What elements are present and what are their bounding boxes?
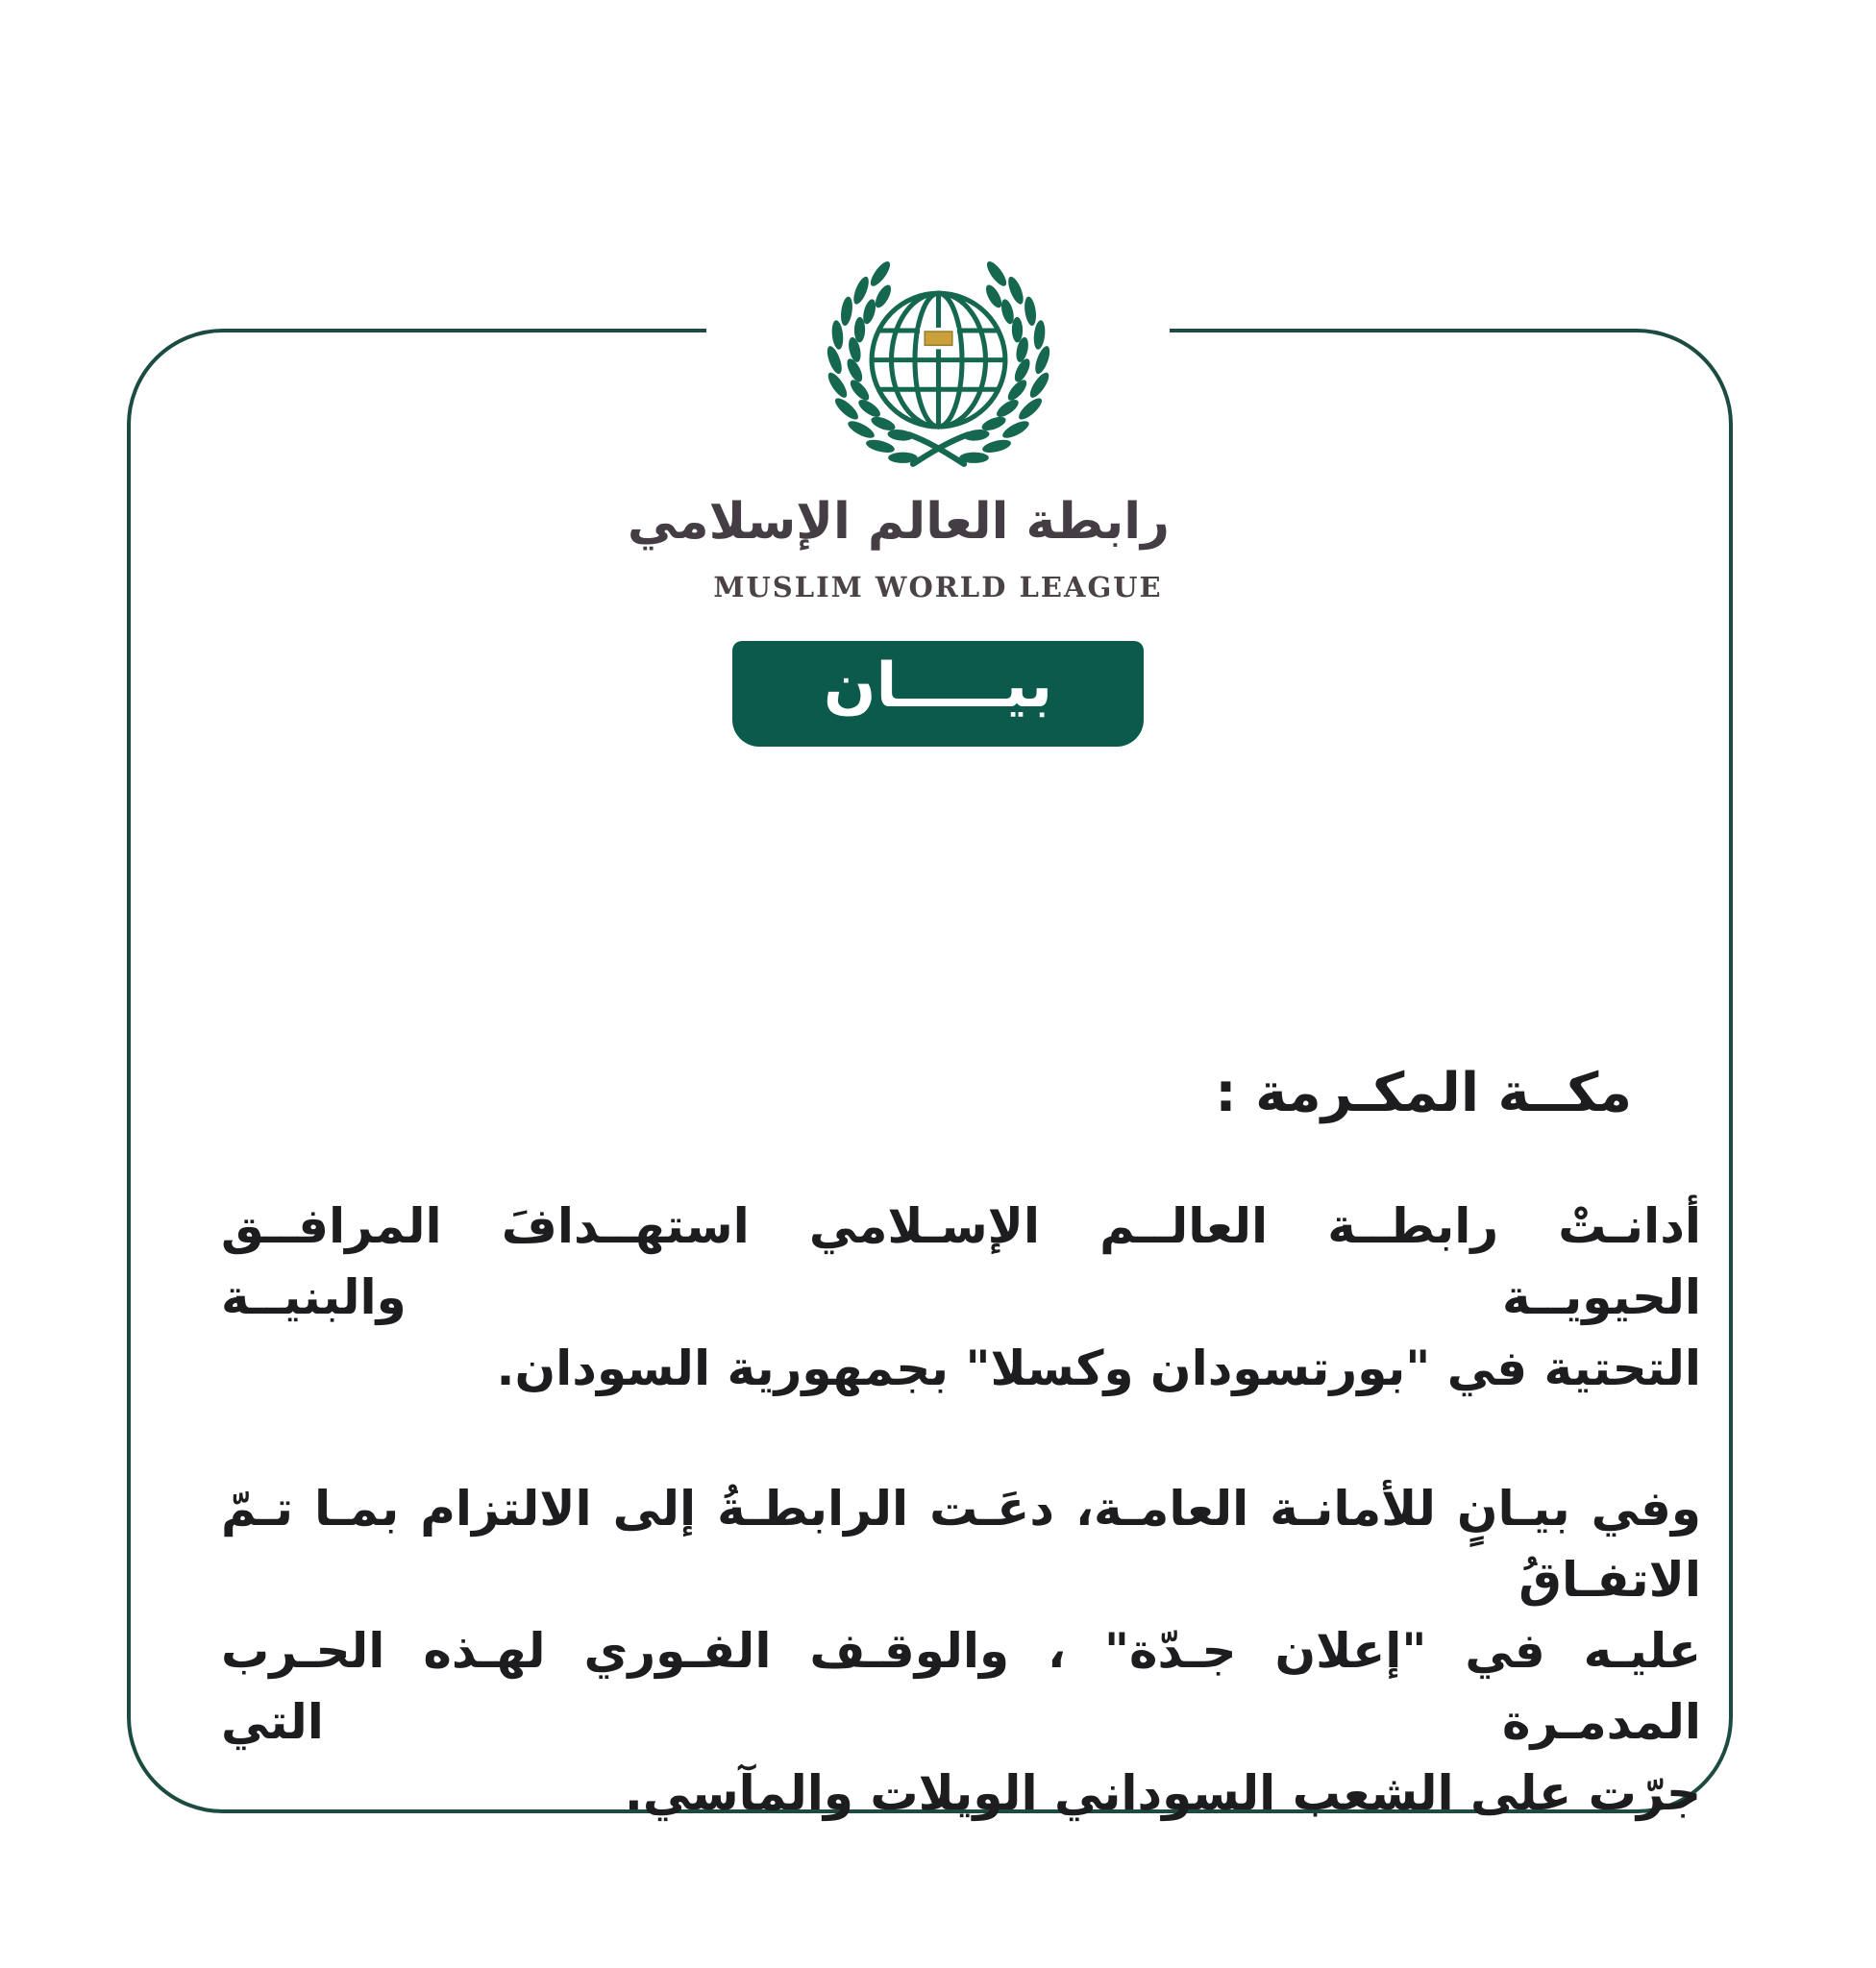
statement-banner xyxy=(732,641,1144,747)
paragraph xyxy=(221,1473,1701,1829)
paragraph-line: أدانـتْ رابطــة العالــم الإسـلامي استهــدافَ المرافــق الحيويــة والبنيــة xyxy=(221,1198,1701,1325)
statement-banner-label: بيـــــان xyxy=(823,651,1053,722)
paragraph xyxy=(221,1191,1701,1404)
paragraph-line: جرّت على الشعب السوداني الويلات والمآسي. xyxy=(624,1765,1701,1821)
paragraph-line: التحتية في "بورتسودان وكسلا" بجمهورية السودان. xyxy=(496,1341,1701,1396)
kaaba-gold-band-icon xyxy=(925,332,952,345)
statement-body xyxy=(221,1060,1701,1898)
mwl-arabic-calligraphy: رابطة العالم الإسلامي xyxy=(627,493,1170,551)
mwl-english-name: MUSLIM WORLD LEAGUE xyxy=(713,571,1163,603)
mwl-emblem-icon xyxy=(821,236,1056,472)
globe-icon xyxy=(872,293,1005,427)
paragraph-line: وفي بيـانٍ للأمانـة العامـة، دعَـت الرابطـةُ إلى الالتزام بمـا تـمّ الاتفـاقُ xyxy=(221,1481,1701,1608)
wreath-stems-icon xyxy=(908,434,967,464)
dateline: مكــة المكـرمة : xyxy=(1215,1062,1632,1124)
paragraph-line: عليـه في "إعلان جـدّة" ، والوقـف الفـوري لهـذه الحـرب المدمـرة التي xyxy=(221,1623,1701,1750)
statement-paragraphs xyxy=(221,1191,1701,1829)
mwl-logo-block xyxy=(627,161,1170,752)
